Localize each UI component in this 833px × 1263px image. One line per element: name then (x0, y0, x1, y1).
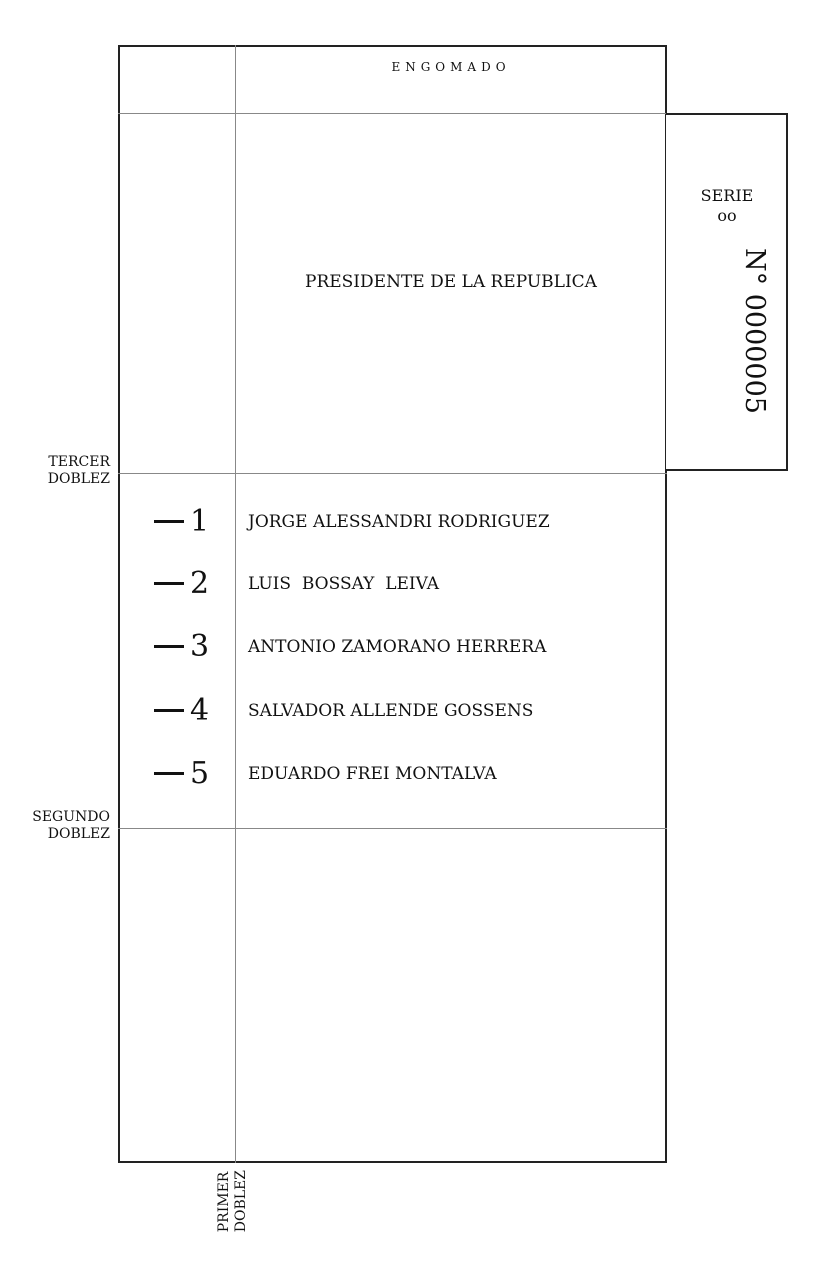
candidate-name: SALVADOR ALLENDE GOSSENS (248, 701, 534, 721)
vertical-fold-line (235, 45, 236, 1163)
serie-label: SERIE (700, 186, 754, 205)
candidate-row[interactable] (118, 694, 667, 728)
mark-dash-icon (154, 772, 184, 775)
candidate-name: JORGE ALESSANDRI RODRIGUEZ (248, 512, 550, 532)
segundo-doblez-line (118, 828, 667, 829)
candidate-number-cell (154, 505, 234, 539)
candidate-number: 4 (190, 693, 210, 728)
candidate-row[interactable] (118, 757, 667, 791)
fold-label-line: PRIMER (216, 1171, 232, 1233)
mark-dash-icon (154, 645, 184, 648)
candidate-row[interactable] (118, 630, 667, 664)
segundo-doblez-label (0, 809, 110, 843)
primer-doblez-label (216, 1170, 250, 1232)
candidate-number: 2 (190, 566, 210, 601)
mark-dash-icon (154, 709, 184, 712)
mark-dash-icon (154, 582, 184, 585)
fold-label-line: DOBLEZ (47, 826, 110, 842)
candidate-row[interactable] (118, 567, 667, 601)
candidate-number-cell (154, 567, 234, 601)
office-title: PRESIDENTE DE LA REPUBLICA (305, 272, 597, 292)
candidate-name: ANTONIO ZAMORANO HERRERA (248, 637, 547, 657)
candidate-name: LUIS BOSSAY LEIVA (248, 574, 440, 594)
ballot-frame (118, 45, 667, 1163)
mark-dash-icon (154, 520, 184, 523)
candidate-number-cell (154, 630, 234, 664)
candidate-row[interactable] (118, 505, 667, 539)
fold-label-line: DOBLEZ (47, 471, 110, 487)
tercer-doblez-line (118, 473, 667, 474)
fold-label-line: SEGUNDO (32, 809, 110, 825)
fold-label-line: TERCER (48, 454, 110, 470)
serie-value: oo (717, 206, 737, 225)
candidate-name: EDUARDO FREI MONTALVA (248, 764, 497, 784)
candidate-number: 3 (190, 629, 210, 664)
candidate-number: 1 (190, 504, 210, 539)
header-divider (118, 113, 667, 114)
engomado-label: ENGOMADO (391, 60, 511, 74)
tercer-doblez-label (0, 454, 110, 488)
candidate-number: 5 (190, 756, 210, 791)
candidate-number-cell (154, 694, 234, 728)
ballot-number: N° 0000005 (739, 248, 770, 414)
candidate-number-cell (154, 757, 234, 791)
fold-label-line: DOBLEZ (233, 1170, 249, 1233)
